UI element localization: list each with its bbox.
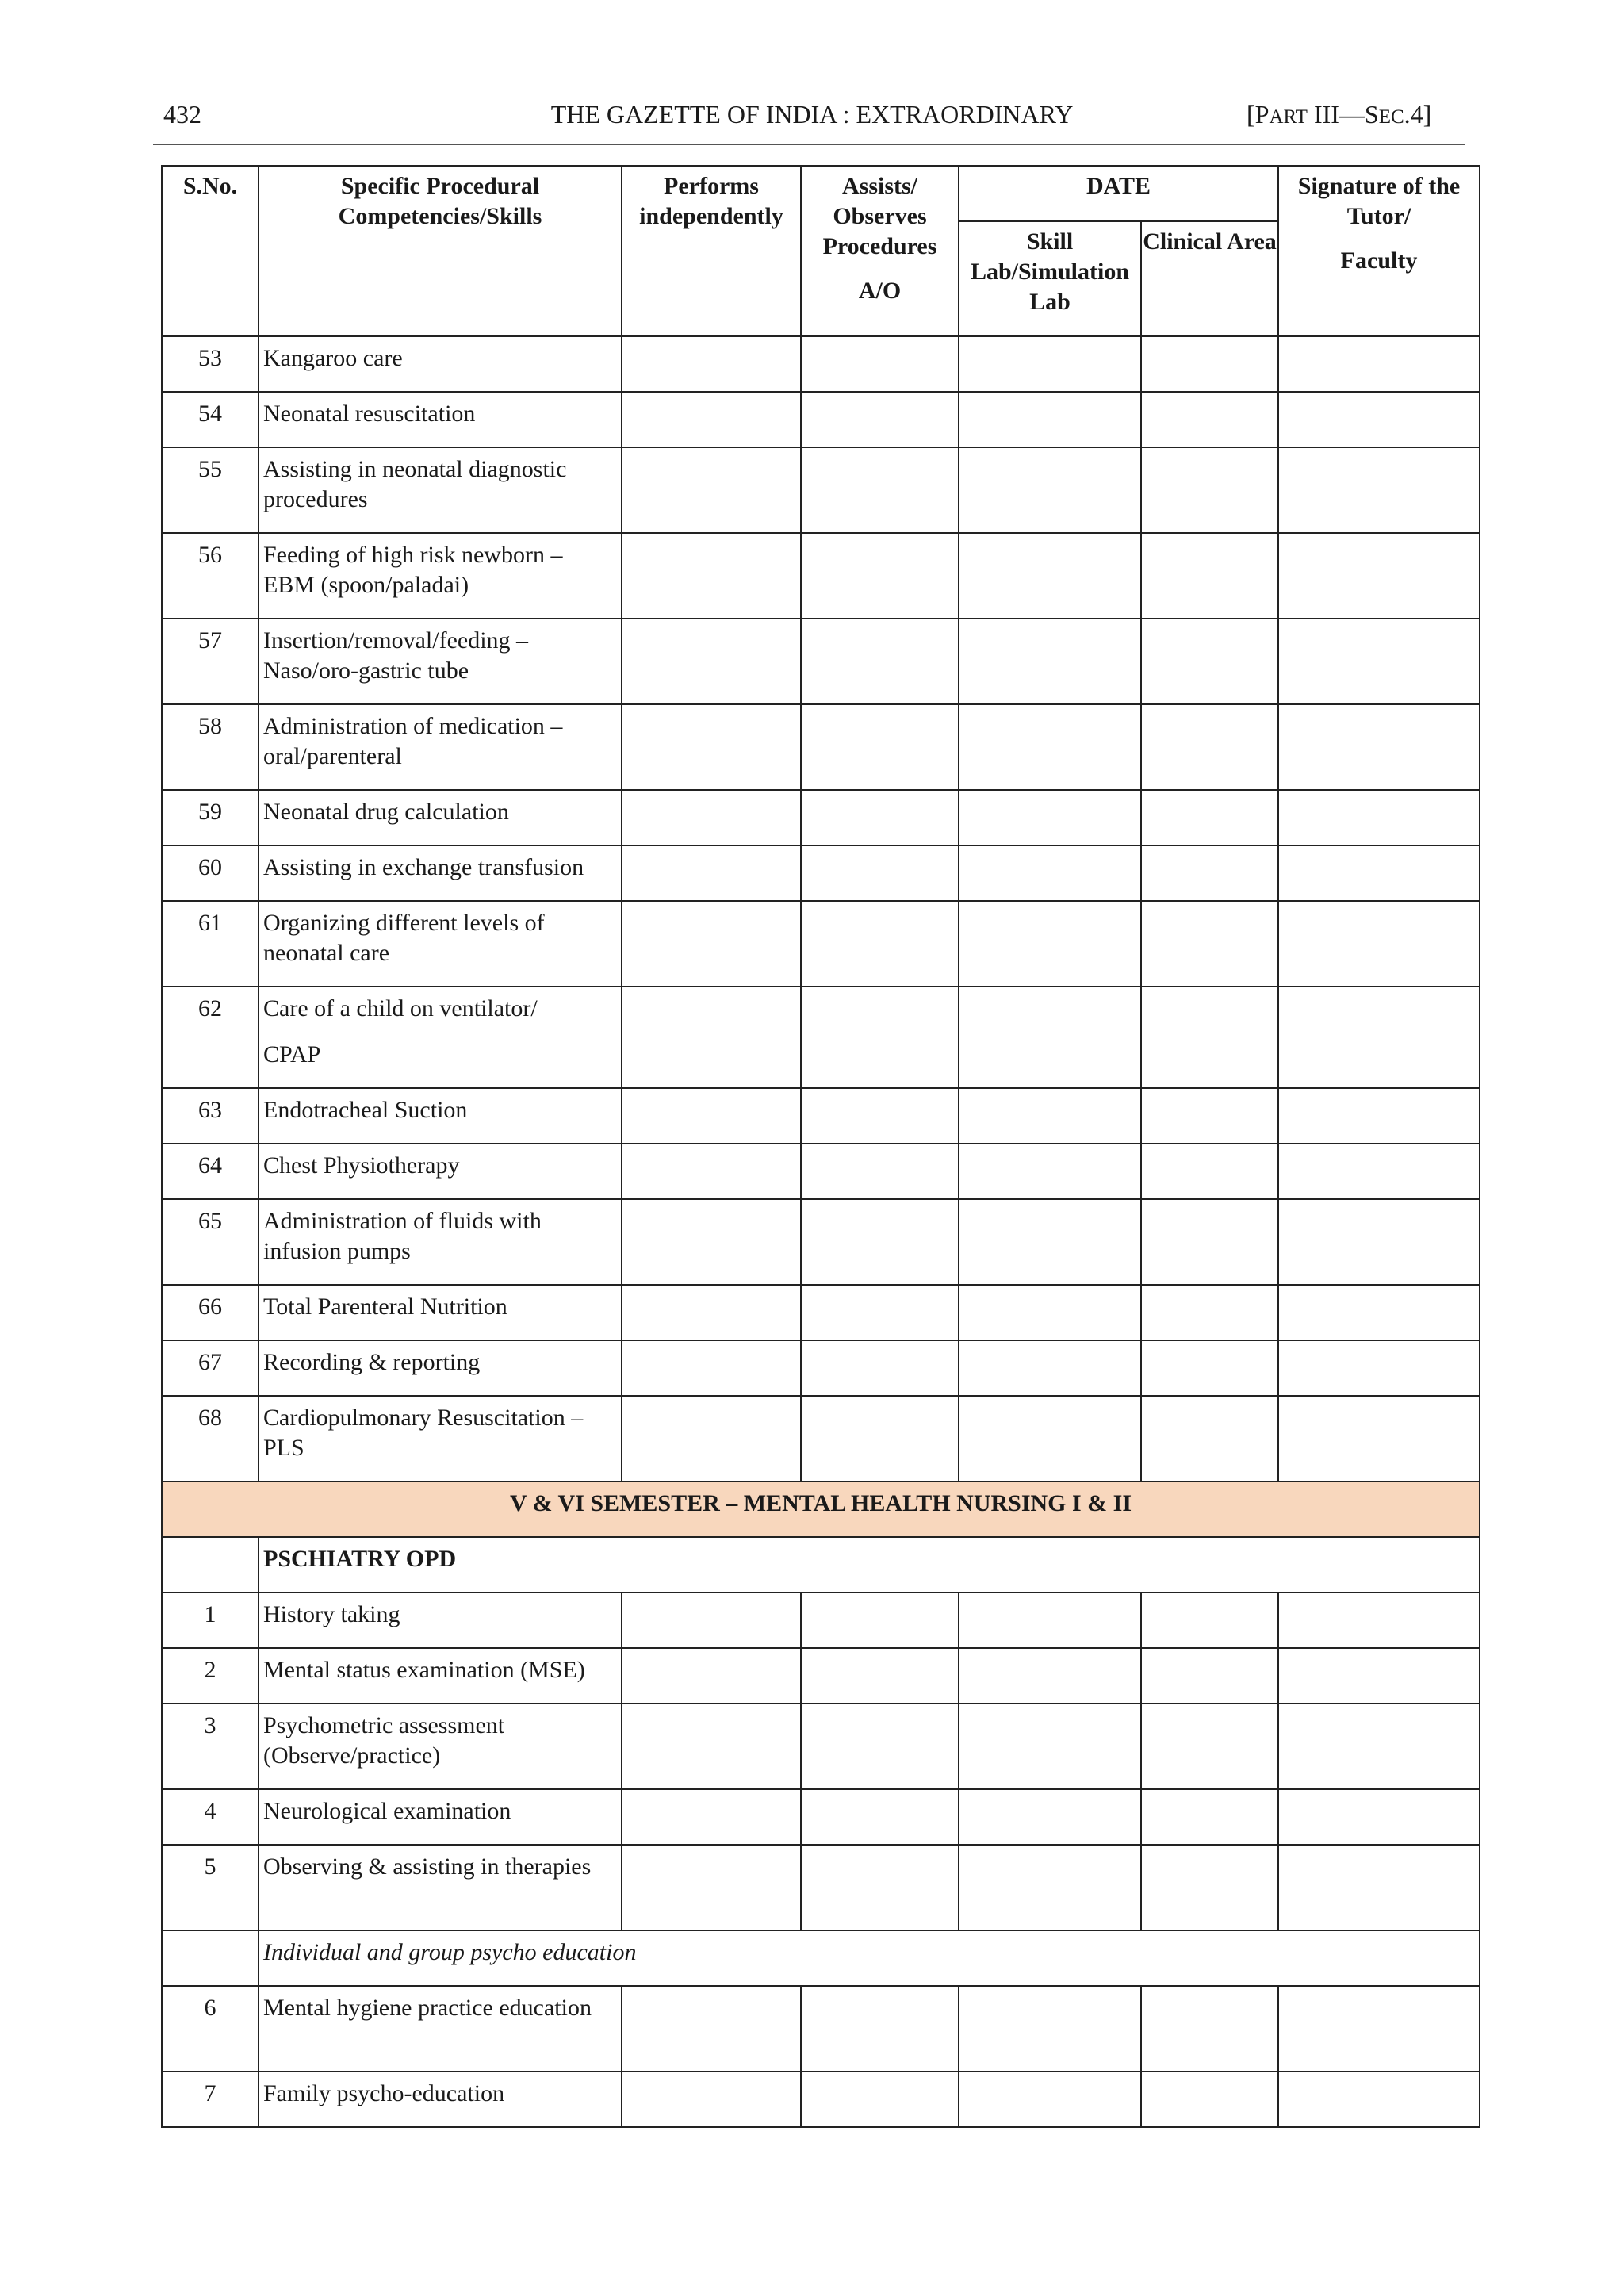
- clinical-date-cell[interactable]: [1141, 1789, 1278, 1845]
- skill-cell: Feeding of high risk newborn – EBM (spoon/paladai): [259, 533, 622, 619]
- signature-cell[interactable]: [1278, 392, 1480, 447]
- assists-cell[interactable]: [801, 1285, 959, 1340]
- clinical-date-cell[interactable]: [1141, 2072, 1278, 2127]
- skill-cell: Organizing different levels of neonatal care: [259, 901, 622, 987]
- table-row: [162, 987, 1480, 1088]
- performs-cell[interactable]: [622, 901, 801, 987]
- performs-cell[interactable]: [622, 1285, 801, 1340]
- skill-lab-date-cell[interactable]: [959, 392, 1141, 447]
- row-number: 67: [162, 1340, 259, 1396]
- clinical-date-cell[interactable]: [1141, 619, 1278, 704]
- table-row: [162, 790, 1480, 845]
- row-number: 5: [162, 1845, 259, 1930]
- skill-cell: Assisting in exchange transfusion: [259, 845, 622, 901]
- performs-cell[interactable]: [622, 1396, 801, 1481]
- empty-number-cell: [162, 1537, 259, 1593]
- col-header-skills: Specific Procedural Competencies/Skills: [259, 166, 622, 336]
- row-number: 57: [162, 619, 259, 704]
- skill-cell: Care of a child on ventilator/ CPAP: [259, 987, 622, 1088]
- signature-sub: Faculty: [1340, 247, 1418, 274]
- table-row: [162, 845, 1480, 901]
- skill-cell: Total Parenteral Nutrition: [259, 1285, 622, 1340]
- skill-lab-date-cell[interactable]: [959, 1396, 1141, 1481]
- signature-cell[interactable]: [1278, 1704, 1480, 1789]
- skill-lab-date-cell[interactable]: [959, 1144, 1141, 1199]
- skill-cell: Assisting in neonatal diagnostic procedures: [259, 447, 622, 533]
- signature-cell[interactable]: [1278, 1340, 1480, 1396]
- assists-cell[interactable]: [801, 901, 959, 987]
- row-number: 59: [162, 790, 259, 845]
- row-number: 53: [162, 336, 259, 392]
- row-number: 6: [162, 1986, 259, 2072]
- assists-cell[interactable]: [801, 1144, 959, 1199]
- skill-cell: Endotracheal Suction: [259, 1088, 622, 1144]
- signature-cell[interactable]: [1278, 447, 1480, 533]
- clinical-date-cell[interactable]: [1141, 1144, 1278, 1199]
- signature-cell[interactable]: [1278, 619, 1480, 704]
- row-number: 54: [162, 392, 259, 447]
- col-header-assists: Assists/ Observes Procedures A/O: [801, 166, 959, 336]
- signature-cell[interactable]: [1278, 1789, 1480, 1845]
- signature-cell[interactable]: [1278, 1845, 1480, 1930]
- skill-cell: Neurological examination: [259, 1789, 622, 1845]
- table-row: [162, 533, 1480, 619]
- signature-cell[interactable]: [1278, 336, 1480, 392]
- skill-lab-date-cell[interactable]: [959, 1986, 1141, 2072]
- row-number: 55: [162, 447, 259, 533]
- assists-cell[interactable]: [801, 1704, 959, 1789]
- clinical-date-cell[interactable]: [1141, 1986, 1278, 2072]
- row-number: 4: [162, 1789, 259, 1845]
- row-number: 1: [162, 1593, 259, 1648]
- table-row: [162, 1340, 1480, 1396]
- assists-cell[interactable]: [801, 1088, 959, 1144]
- skill-cell: Psychometric assessment (Observe/practice): [259, 1704, 622, 1789]
- row-number: 3: [162, 1704, 259, 1789]
- signature-cell[interactable]: [1278, 1285, 1480, 1340]
- performs-cell[interactable]: [622, 447, 801, 533]
- performs-cell[interactable]: [622, 1789, 801, 1845]
- skill-lab-date-cell[interactable]: [959, 845, 1141, 901]
- clinical-date-cell[interactable]: [1141, 704, 1278, 790]
- skill-lab-date-cell[interactable]: [959, 1789, 1141, 1845]
- table-row: [162, 336, 1480, 392]
- assists-cell[interactable]: [801, 1648, 959, 1704]
- clinical-date-cell[interactable]: [1141, 987, 1278, 1088]
- row-number: 56: [162, 533, 259, 619]
- skill-cell: Administration of medication – oral/parenteral: [259, 704, 622, 790]
- clinical-date-cell[interactable]: [1141, 901, 1278, 987]
- performs-cell[interactable]: [622, 619, 801, 704]
- skill-lab-date-cell[interactable]: [959, 987, 1141, 1088]
- skill-lab-date-cell[interactable]: [959, 704, 1141, 790]
- table-row: [162, 1285, 1480, 1340]
- skill-cell: History taking: [259, 1593, 622, 1648]
- assists-cell[interactable]: [801, 1986, 959, 2072]
- skill-lab-date-cell[interactable]: [959, 790, 1141, 845]
- skill-lab-date-cell[interactable]: [959, 447, 1141, 533]
- skill-cell: Mental status examination (MSE): [259, 1648, 622, 1704]
- clinical-date-cell[interactable]: [1141, 1285, 1278, 1340]
- skill-lab-date-cell[interactable]: [959, 1340, 1141, 1396]
- assists-cell[interactable]: [801, 392, 959, 447]
- gazette-title: THE GAZETTE OF INDIA : EXTRAORDINARY: [550, 100, 1074, 128]
- signature-cell[interactable]: [1278, 901, 1480, 987]
- skill-cell: Observing & assisting in therapies: [259, 1845, 622, 1930]
- assists-cell[interactable]: [801, 1340, 959, 1396]
- table-row: [162, 2072, 1480, 2127]
- empty-number-cell: [162, 1930, 259, 1986]
- section-row: [162, 1481, 1480, 1537]
- subheading-row: [162, 1537, 1480, 1593]
- signature-cell[interactable]: [1278, 1593, 1480, 1648]
- section-title: V & VI SEMESTER – MENTAL HEALTH NURSING I & II: [162, 1481, 1480, 1537]
- clinical-date-cell[interactable]: [1141, 845, 1278, 901]
- skill-lab-date-cell[interactable]: [959, 901, 1141, 987]
- assists-cell[interactable]: [801, 845, 959, 901]
- clinical-date-cell[interactable]: [1141, 1340, 1278, 1396]
- performs-cell[interactable]: [622, 1199, 801, 1285]
- table-row: [162, 1648, 1480, 1704]
- performs-cell[interactable]: [622, 1986, 801, 2072]
- signature-cell[interactable]: [1278, 845, 1480, 901]
- assists-cell[interactable]: [801, 447, 959, 533]
- assists-code: A/O: [858, 278, 902, 304]
- skill-lab-date-cell[interactable]: [959, 1648, 1141, 1704]
- skill-cell: Recording & reporting: [259, 1340, 622, 1396]
- col-header-performs: Performs independently: [622, 166, 801, 336]
- signature-cell[interactable]: [1278, 1648, 1480, 1704]
- skill-lab-date-cell[interactable]: [959, 1704, 1141, 1789]
- clinical-date-cell[interactable]: [1141, 1845, 1278, 1930]
- performs-cell[interactable]: [622, 1144, 801, 1199]
- row-number: 58: [162, 704, 259, 790]
- table-row: [162, 447, 1480, 533]
- skill-lab-date-cell[interactable]: [959, 1088, 1141, 1144]
- performs-cell[interactable]: [622, 1088, 801, 1144]
- clinical-date-cell[interactable]: [1141, 336, 1278, 392]
- table-row: [162, 1088, 1480, 1144]
- skill-cell: Neonatal resuscitation: [259, 392, 622, 447]
- performs-cell[interactable]: [622, 533, 801, 619]
- row-number: 61: [162, 901, 259, 987]
- row-number: 62: [162, 987, 259, 1088]
- performs-cell[interactable]: [622, 1845, 801, 1930]
- assists-cell[interactable]: [801, 619, 959, 704]
- table-row: [162, 1199, 1480, 1285]
- table-row: [162, 1845, 1480, 1930]
- skill-lab-date-cell[interactable]: [959, 619, 1141, 704]
- assists-cell[interactable]: [801, 704, 959, 790]
- performs-cell[interactable]: [622, 1704, 801, 1789]
- skill-lab-date-cell[interactable]: [959, 1285, 1141, 1340]
- row-number: 60: [162, 845, 259, 901]
- clinical-date-cell[interactable]: [1141, 1199, 1278, 1285]
- signature-cell[interactable]: [1278, 987, 1480, 1088]
- performs-cell[interactable]: [622, 392, 801, 447]
- signature-cell[interactable]: [1278, 790, 1480, 845]
- skill-cell: Family psycho-education: [259, 2072, 622, 2127]
- performs-cell[interactable]: [622, 1648, 801, 1704]
- header-rule: [153, 144, 1465, 145]
- assists-cell[interactable]: [801, 1593, 959, 1648]
- row-number: 65: [162, 1199, 259, 1285]
- assists-cell[interactable]: [801, 533, 959, 619]
- signature-cell[interactable]: [1278, 2072, 1480, 2127]
- col-header-skill-lab: Skill Lab/Simulation Lab: [959, 221, 1141, 336]
- assists-cell[interactable]: [801, 2072, 959, 2127]
- table-row: [162, 1704, 1480, 1789]
- col-header-signature: Signature of the Tutor/ Faculty: [1278, 166, 1480, 336]
- table-row: [162, 1789, 1480, 1845]
- assists-cell[interactable]: [801, 336, 959, 392]
- performs-cell[interactable]: [622, 1340, 801, 1396]
- assists-cell[interactable]: [801, 1789, 959, 1845]
- assists-cell[interactable]: [801, 790, 959, 845]
- header-row: [162, 166, 1480, 221]
- italic-subheading: Individual and group psycho education: [259, 1930, 1480, 1986]
- performs-cell[interactable]: [622, 987, 801, 1088]
- clinical-date-cell[interactable]: [1141, 392, 1278, 447]
- clinical-date-cell[interactable]: [1141, 790, 1278, 845]
- skill-cell: Chest Physiotherapy: [259, 1144, 622, 1199]
- performs-cell[interactable]: [622, 704, 801, 790]
- skill-cell: Cardiopulmonary Resuscitation – PLS: [259, 1396, 622, 1481]
- skill-cell: Administration of fluids with infusion pumps: [259, 1199, 622, 1285]
- skill-lab-date-cell[interactable]: [959, 336, 1141, 392]
- row-number: 66: [162, 1285, 259, 1340]
- clinical-date-cell[interactable]: [1141, 1648, 1278, 1704]
- performs-cell[interactable]: [622, 336, 801, 392]
- clinical-date-cell[interactable]: [1141, 1704, 1278, 1789]
- performs-cell[interactable]: [622, 790, 801, 845]
- table-row: [162, 392, 1480, 447]
- performs-cell[interactable]: [622, 845, 801, 901]
- row-number: 63: [162, 1088, 259, 1144]
- assists-cell[interactable]: [801, 987, 959, 1088]
- row-number: 7: [162, 2072, 259, 2127]
- performs-cell[interactable]: [622, 1593, 801, 1648]
- table-row: [162, 1144, 1480, 1199]
- table-row: [162, 704, 1480, 790]
- clinical-date-cell[interactable]: [1141, 533, 1278, 619]
- clinical-date-cell[interactable]: [1141, 1396, 1278, 1481]
- assists-cell[interactable]: [801, 1845, 959, 1930]
- signature-cell[interactable]: [1278, 533, 1480, 619]
- col-header-sno: S.No.: [162, 166, 259, 336]
- signature-cell[interactable]: [1278, 1396, 1480, 1481]
- performs-cell[interactable]: [622, 2072, 801, 2127]
- skill-lab-date-cell[interactable]: [959, 1593, 1141, 1648]
- table-row: [162, 1593, 1480, 1648]
- table-row: [162, 901, 1480, 987]
- table-row: [162, 1396, 1480, 1481]
- signature-cell[interactable]: [1278, 1144, 1480, 1199]
- skill-cell: Neonatal drug calculation: [259, 790, 622, 845]
- row-number: 2: [162, 1648, 259, 1704]
- clinical-date-cell[interactable]: [1141, 447, 1278, 533]
- skill-lab-date-cell[interactable]: [959, 533, 1141, 619]
- assists-cell[interactable]: [801, 1199, 959, 1285]
- row-number: 64: [162, 1144, 259, 1199]
- competency-table: [161, 165, 1480, 2128]
- signature-cell[interactable]: [1278, 704, 1480, 790]
- page-number: 432: [163, 100, 201, 128]
- subheading-row: [162, 1930, 1480, 1986]
- assists-cell[interactable]: [801, 1396, 959, 1481]
- clinical-date-cell[interactable]: [1141, 1593, 1278, 1648]
- col-header-clinical: Clinical Area: [1141, 221, 1278, 336]
- col-header-date: DATE: [959, 166, 1278, 221]
- signature-cell[interactable]: [1278, 1986, 1480, 2072]
- skill-cell: Mental hygiene practice education: [259, 1986, 622, 2072]
- skill-lab-date-cell[interactable]: [959, 2072, 1141, 2127]
- skill-lab-date-cell[interactable]: [959, 1199, 1141, 1285]
- clinical-date-cell[interactable]: [1141, 1088, 1278, 1144]
- skill-cell: Kangaroo care: [259, 336, 622, 392]
- skill-cell: Insertion/removal/feeding – Naso/oro-gastric tube: [259, 619, 622, 704]
- part-section-label: [PART III—SEC.4]: [1247, 100, 1432, 128]
- subheading: PSCHIATRY OPD: [259, 1537, 1480, 1593]
- signature-cell[interactable]: [1278, 1199, 1480, 1285]
- row-number: 68: [162, 1396, 259, 1481]
- skill-lab-date-cell[interactable]: [959, 1845, 1141, 1930]
- table-row: [162, 1986, 1480, 2072]
- signature-cell[interactable]: [1278, 1088, 1480, 1144]
- table-row: [162, 619, 1480, 704]
